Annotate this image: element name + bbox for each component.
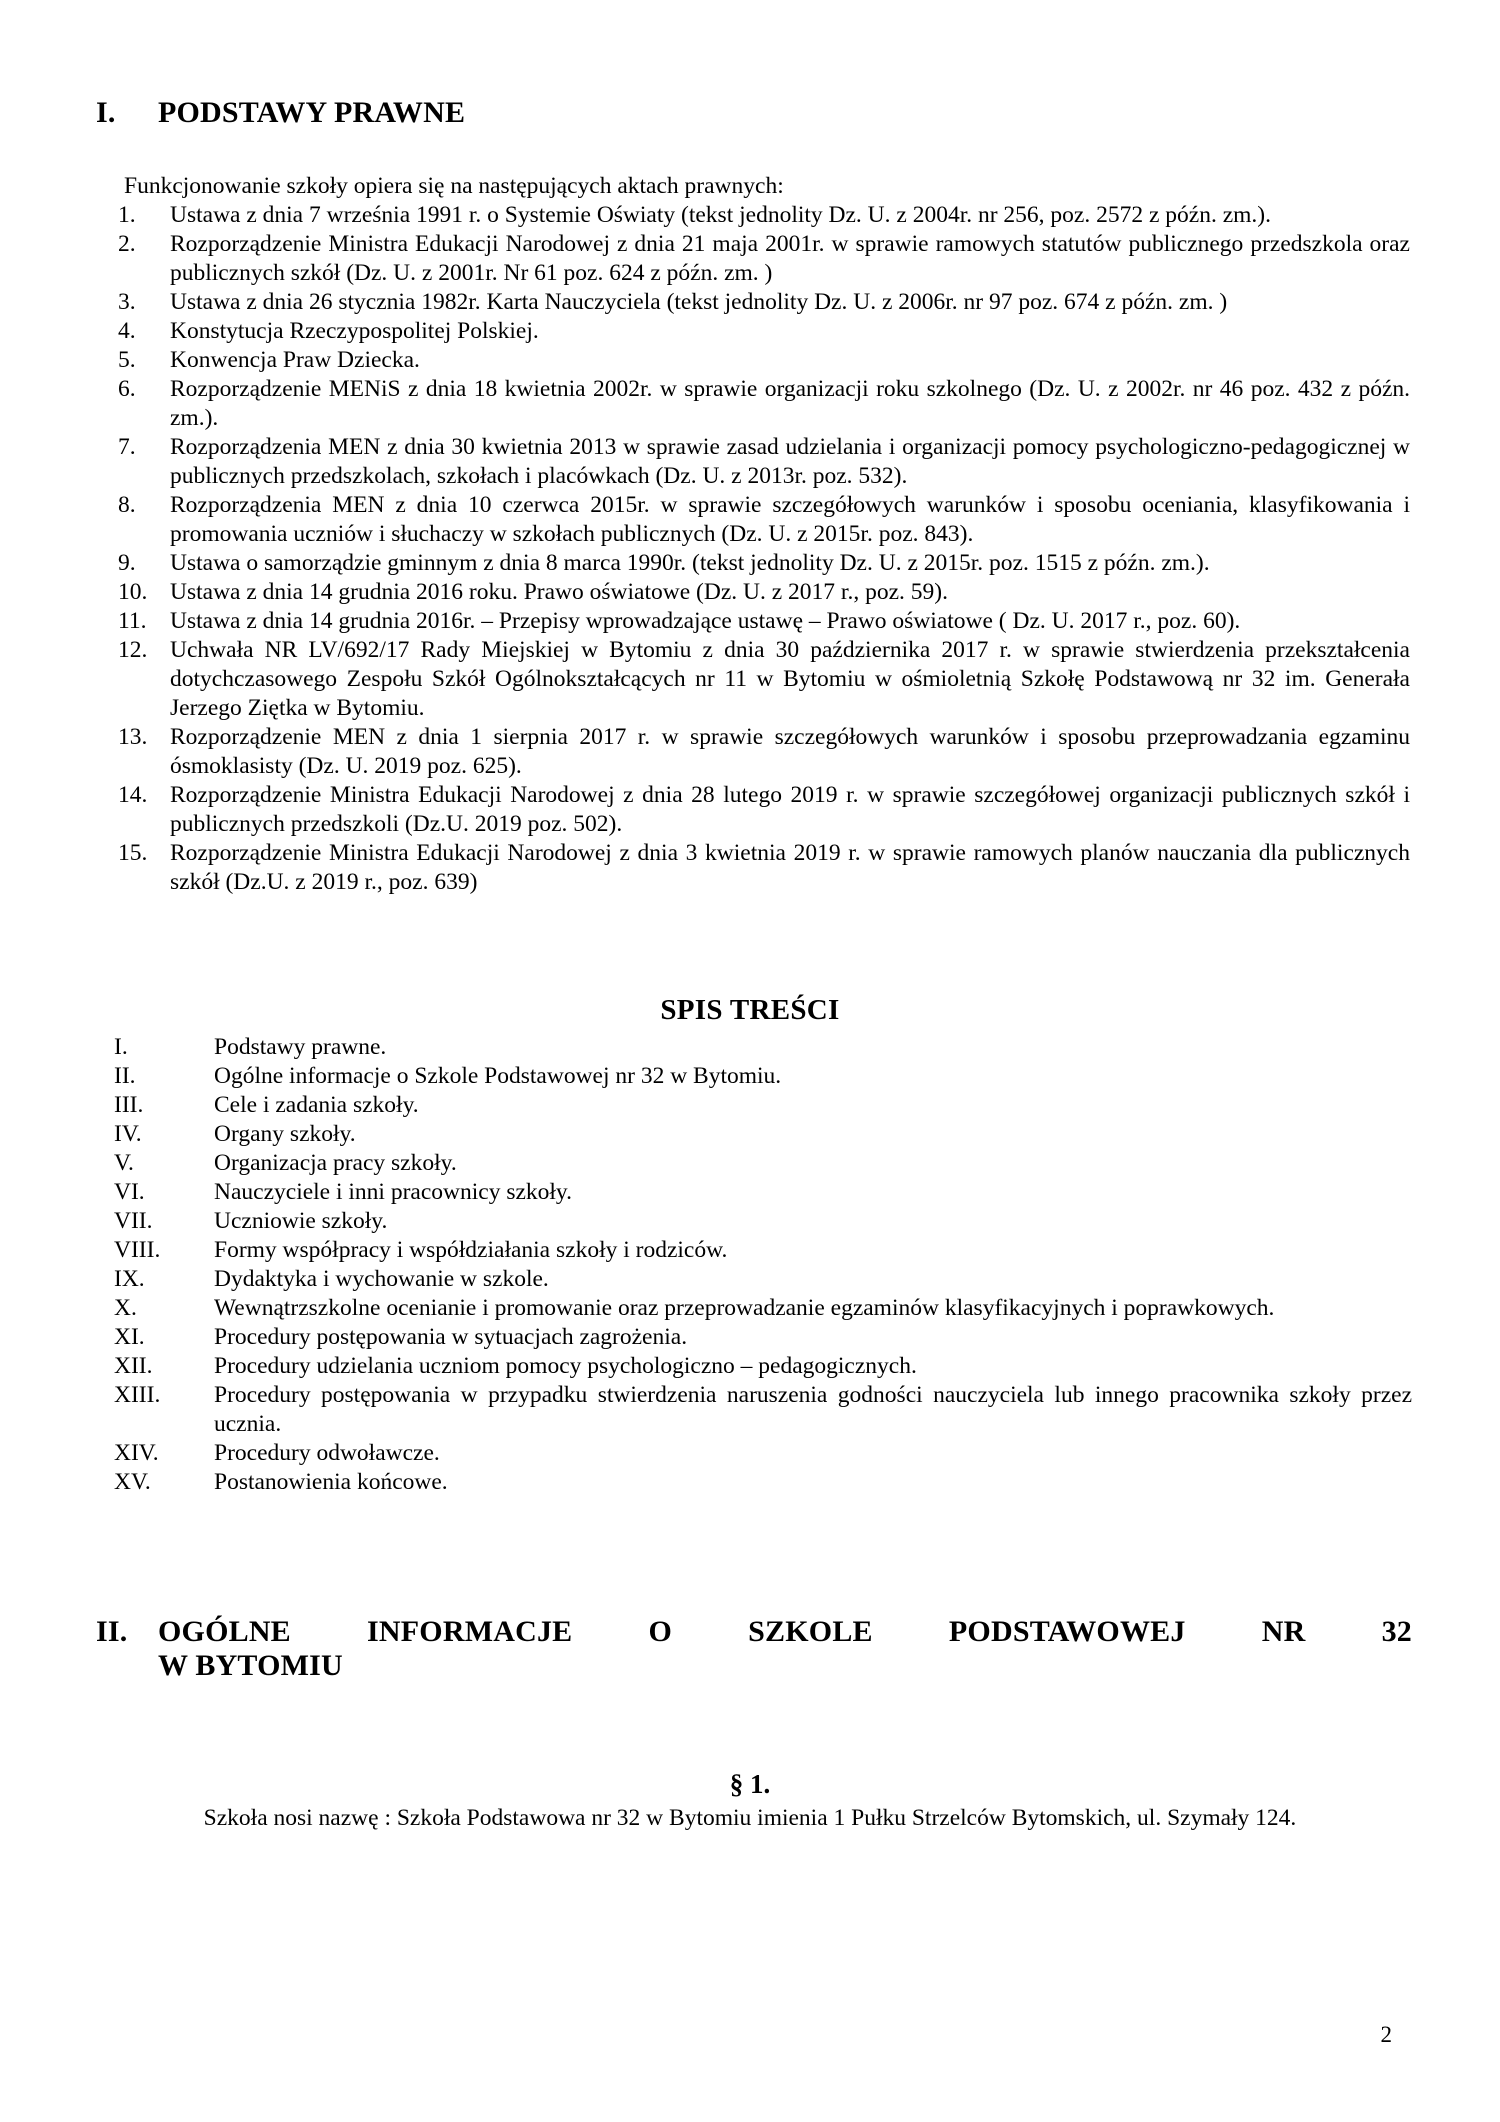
toc-item-label: Nauczyciele i inni pracownicy szkoły.	[214, 1178, 573, 1205]
toc-item	[114, 1207, 1412, 1236]
toc-item-label: Postanowienia końcowe.	[214, 1468, 448, 1495]
list-item-number: 10.	[118, 579, 148, 606]
section-heading-number: II.	[96, 1614, 128, 1648]
toc-item-label: Organy szkoły.	[214, 1120, 356, 1147]
toc-item-label: Procedury postępowania w sytuacjach zagrożenia.	[214, 1323, 688, 1350]
section-heading-number: I.	[96, 96, 116, 129]
toc-item-label: Podstawy prawne.	[214, 1033, 387, 1060]
section-heading-legal-basis	[96, 96, 1412, 130]
list-item	[114, 839, 1412, 897]
toc-item-number: VIII.	[114, 1236, 161, 1263]
toc-item	[114, 1033, 1412, 1062]
list-item-number: 6.	[118, 376, 136, 403]
list-item	[114, 346, 1412, 375]
toc-item-label: Organizacja pracy szkoły.	[214, 1149, 457, 1176]
list-item-number: 12.	[118, 637, 148, 664]
toc-item-number: VII.	[114, 1207, 153, 1234]
list-item-text: Uchwała NR LV/692/17 Rady Miejskiej w Bytomiu z dnia 30 października 2017 r. w sprawie stwierdzenia przekształcenia dotychczasowego Zespołu Szkół Ogólnokształcących nr 11 w Bytomiu w ośmioletnią Szkołę Podstawową nr 32 im. Generała Jerzego Ziętka w Bytomiu.	[170, 637, 1410, 722]
list-item-number: 9.	[118, 550, 136, 577]
list-item-text: Rozporządzenie Ministra Edukacji Narodowej z dnia 21 maja 2001r. w sprawie ramowych statutów publicznego przedszkola oraz publicznych szkół (Dz. U. z 2001r. Nr 61 poz. 624 z późn. zm. )	[170, 231, 1410, 287]
list-item-text: Konwencja Praw Dziecka.	[170, 347, 420, 374]
toc-item	[114, 1352, 1412, 1381]
section-heading-title: PODSTAWY PRAWNE	[158, 96, 466, 129]
list-item	[114, 288, 1412, 317]
toc-item-number: XV.	[114, 1468, 151, 1495]
toc-item	[114, 1294, 1412, 1323]
list-item-number: 1.	[118, 202, 136, 229]
section-heading-title-line2: W BYTOMIU	[158, 1648, 343, 1682]
list-item	[114, 230, 1412, 288]
toc-item	[114, 1091, 1412, 1120]
list-item-number: 11.	[118, 608, 147, 635]
toc-item-label: Procedury postępowania w przypadku stwierdzenia naruszenia godności nauczyciela lub innego pracownika szkoły przez ucznia.	[214, 1381, 1412, 1437]
toc-item-number: III.	[114, 1091, 144, 1118]
toc-item-number: XII.	[114, 1352, 153, 1379]
list-item-text: Konstytucja Rzeczypospolitej Polskiej.	[170, 318, 539, 345]
list-item-text: Ustawa z dnia 26 stycznia 1982r. Karta Nauczyciela (tekst jednolity Dz. U. z 2006r. nr 97 poz. 674 z późn. zm. )	[170, 289, 1228, 316]
list-item-text: Rozporządzenia MEN z dnia 30 kwietnia 2013 w sprawie zasad udzielania i organizacji pomocy psychologiczno-pedagogicznej w publicznych przedszkolach, szkołach i placówkach (Dz. U. z 2013r. poz. 532).	[170, 434, 1410, 490]
list-item-text: Rozporządzenia MEN z dnia 10 czerwca 2015r. w sprawie szczegółowych warunków i sposobu oceniania, klasyfikowania i promowania uczniów i słuchaczy w szkołach publicznych (Dz. U. z 2015r. poz. 843).	[170, 492, 1410, 548]
section-spacer	[88, 1497, 1412, 1615]
list-item-number: 7.	[118, 434, 136, 461]
toc-item-number: II.	[114, 1062, 136, 1089]
toc-item	[114, 1236, 1412, 1265]
toc-item-number: XIV.	[114, 1439, 159, 1466]
list-item-text: Rozporządzenie MEN z dnia 1 sierpnia 2017 r. w sprawie szczegółowych warunków i sposobu przeprowadzania egzaminu ósmoklasisty (Dz. U. 2019 poz. 625).	[170, 724, 1410, 780]
legal-basis-intro: Funkcjonowanie szkoły opiera się na następujących aktach prawnych:	[124, 173, 784, 199]
list-item	[114, 317, 1412, 346]
toc-item	[114, 1062, 1412, 1091]
list-item	[114, 607, 1412, 636]
list-item-number: 5.	[118, 347, 136, 374]
legal-basis-list	[88, 201, 1412, 897]
list-item	[114, 201, 1412, 230]
toc-item	[114, 1149, 1412, 1178]
toc-item	[114, 1265, 1412, 1294]
list-item-number: 2.	[118, 231, 136, 258]
list-item-number: 15.	[118, 840, 148, 867]
toc-item	[114, 1120, 1412, 1149]
toc-item-number: V.	[114, 1149, 134, 1176]
toc-item-number: IX.	[114, 1265, 145, 1292]
toc-item-label: Procedury udzielania uczniom pomocy psychologiczno – pedagogicznych.	[214, 1352, 917, 1379]
list-item-number: 14.	[118, 782, 148, 809]
toc-item	[114, 1381, 1412, 1439]
list-item	[114, 636, 1412, 723]
toc-item-label: Procedury odwoławcze.	[214, 1439, 440, 1466]
list-item-text: Ustawa o samorządzie gminnym z dnia 8 marca 1990r. (tekst jednolity Dz. U. z 2015r. poz. 1515 z późn. zm.).	[170, 550, 1210, 577]
list-item-text: Ustawa z dnia 7 września 1991 r. o Systemie Oświaty (tekst jednolity Dz. U. z 2004r. nr 256, poz. 2572 z późn. zm.).	[170, 202, 1272, 229]
toc-item-number: XIII.	[114, 1381, 161, 1408]
toc-item	[114, 1439, 1412, 1468]
list-item-number: 3.	[118, 289, 136, 316]
list-item-text: Rozporządzenie Ministra Edukacji Narodowej z dnia 28 lutego 2019 r. w sprawie szczegółowej organizacji publicznych szkół i publicznych przedszkoli (Dz.U. 2019 poz. 502).	[170, 782, 1410, 838]
list-item-number: 8.	[118, 492, 136, 519]
toc-item-label: Uczniowie szkoły.	[214, 1207, 388, 1234]
list-item-text: Rozporządzenie Ministra Edukacji Narodowej z dnia 3 kwietnia 2019 r. w sprawie ramowych planów nauczania dla publicznych szkół (Dz.U. z 2019 r., poz. 639)	[170, 840, 1410, 896]
toc-item-label: Dydaktyka i wychowanie w szkole.	[214, 1265, 549, 1292]
section-heading-title	[158, 1615, 1412, 1683]
list-item-text: Ustawa z dnia 14 grudnia 2016r. – Przepisy wprowadzające ustawę – Prawo oświatowe ( Dz. U. 2017 r., poz. 60).	[170, 608, 1241, 635]
toc-item-label: Cele i zadania szkoły.	[214, 1091, 419, 1118]
list-item-number: 4.	[118, 318, 136, 345]
list-item	[114, 549, 1412, 578]
list-item-text: Ustawa z dnia 14 grudnia 2016 roku. Prawo oświatowe (Dz. U. z 2017 r., poz. 59).	[170, 579, 948, 606]
section-heading-general-info	[96, 1615, 1412, 1683]
list-item	[114, 433, 1412, 491]
paragraph-marker: § 1.	[729, 1768, 771, 1799]
toc-item-number: I.	[114, 1033, 128, 1060]
toc-title: SPIS TREŚCI	[660, 993, 840, 1026]
list-item	[114, 781, 1412, 839]
toc-item-number: XI.	[114, 1323, 145, 1350]
toc-item-label: Formy współpracy i współdziałania szkoły i rodziców.	[214, 1236, 728, 1263]
toc-list	[88, 1033, 1412, 1497]
list-item-text: Rozporządzenie MENiS z dnia 18 kwietnia 2002r. w sprawie organizacji roku szkolnego (Dz. U. z 2002r. nr 46 poz. 432 z późn. zm.).	[170, 376, 1410, 432]
paragraph-text: Szkoła nosi nazwę : Szkoła Podstawowa nr 32 w Bytomiu imienia 1 Pułku Strzelców Bytomskich, ul. Szymały 124.	[203, 1804, 1297, 1831]
toc-item-number: X.	[114, 1294, 137, 1321]
toc-item-label: Ogólne informacje o Szkole Podstawowej nr 32 w Bytomiu.	[214, 1062, 782, 1089]
section-heading-title-line1: OGÓLNE INFORMACJE O SZKOLE PODSTAWOWEJ NR 32	[158, 1614, 1412, 1648]
toc-item-number: IV.	[114, 1120, 142, 1147]
list-item-number: 13.	[118, 724, 148, 751]
toc-item-number: VI.	[114, 1178, 145, 1205]
list-item	[114, 578, 1412, 607]
toc-item	[114, 1468, 1412, 1497]
page-number: 2	[1380, 2022, 1392, 2047]
list-item	[114, 723, 1412, 781]
list-item	[114, 375, 1412, 433]
list-item	[114, 491, 1412, 549]
toc-item-label: Wewnątrzszkolne ocenianie i promowanie oraz przeprowadzanie egzaminów klasyfikacyjnych i poprawkowych.	[214, 1294, 1275, 1321]
toc-item	[114, 1178, 1412, 1207]
toc-item	[114, 1323, 1412, 1352]
